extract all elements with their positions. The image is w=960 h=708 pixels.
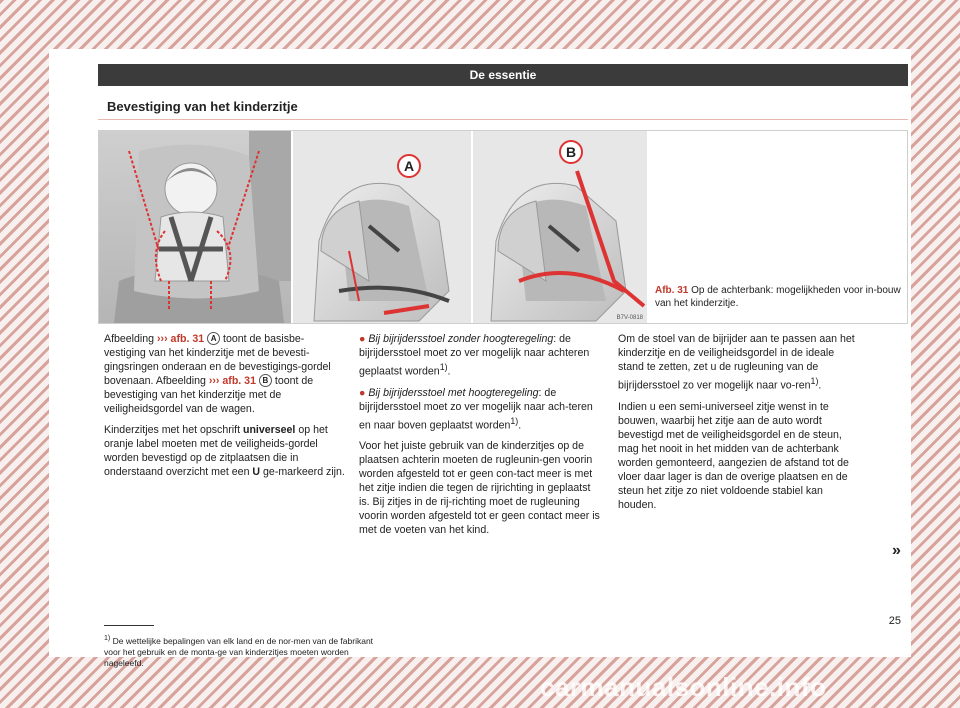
figure-link[interactable]: ››› afb. 31 <box>208 375 256 387</box>
panel-a-label: A <box>403 158 415 174</box>
paragraph: Indien u een semi-universeel zitje wenst in te bouwen, waarbij het zitje aan de auto wordt bevestigd met de veiligheidsgordel en de steun, mag het nooit in het midden van de achterbank worden gemonteerd, aangezien de afstand tot de vloer daar lager is dan de overige plaatsen en de steun het zitje zo niet voldoende stabiel kan houden. <box>618 400 849 511</box>
footnote: $^{1)}$ De wettelijke bepalingen van elk land en de nor-men van de fabrikant voor het gebruik en de monta-ge van kinderzitjes moeten worden nageleefd. <box>104 634 374 668</box>
caption-ref: Afb. 31 <box>655 285 689 296</box>
figure-link[interactable]: ››› afb. 31 <box>157 333 205 345</box>
page-number: 25 <box>888 615 901 627</box>
child-in-seat-image <box>99 131 291 323</box>
bullet-icon: ● <box>359 386 366 399</box>
text-column-1 <box>104 332 346 486</box>
caption-text: Op de achterbank: mogelijkheden voor in-bouw van het kinderzitje. <box>655 285 901 309</box>
child-seat-illustration <box>99 131 647 323</box>
manual-page <box>49 49 911 668</box>
paragraph: Om de stoel van de bijrijder aan te passen aan het kinderzitje en de veiligheidsgordel in de ideale stand te zetten, zet u de rugleuning van de bijrijdersstoel zo ver mogelijk naar vo-ren$^{1)}$. <box>618 333 855 392</box>
bullet-item: ● Bij bijrijdersstoel met hoogteregeling: de bijrijdersstoel moet zo ver mogelijk naar ach-teren en naar boven geplaatst worden$^{1)}$. <box>359 386 593 432</box>
bullet-icon: ● <box>359 333 366 345</box>
paragraph: Kinderzitjes met het opschrift universeel op het oranje label moeten met de veiligheids-gordel worden bevestigd op de zitplaatsen die in onderstaand overzicht met een U ge-markeerd zijn. <box>104 424 345 478</box>
footnote-divider <box>104 625 154 626</box>
continue-icon: » <box>892 542 901 559</box>
figure-31 <box>98 130 908 324</box>
title-divider <box>98 119 908 120</box>
marker-a: A <box>207 332 220 345</box>
figure-code: B7V-0818 <box>616 315 643 321</box>
chapter-header: De essentie <box>98 64 908 86</box>
marker-b: B <box>259 374 272 387</box>
text-column-3 <box>618 332 860 519</box>
panel-b-label: B <box>565 144 577 160</box>
paragraph: Voor het juiste gebruik van de kinderzitjes op de plaatsen achterin moeten de rugleunin-gen voorin worden afgesteld tot er geen con-tact meer is met het zitje indien die tegen de rijrichting in geplaatst is. Bij zitjes in de rij-richting moet de rugleuning voorin worden afgesteld tot er geen contact meer is met de voeten van het kind. <box>359 440 600 537</box>
figure-caption <box>655 284 905 310</box>
watermark: carmanualsonline.info <box>540 672 827 702</box>
section-title: Bevestiging van het kinderzitje <box>107 99 298 114</box>
bullet-item: ● Bij bijrijdersstoel zonder hoogteregeling: de bijrijdersstoel moet zo ver mogelijk naar achteren geplaatst worden$^{1)}$. <box>359 333 590 378</box>
panel-b-image <box>473 131 647 323</box>
paragraph: Afbeelding ››› afb. 31 A toont de basisbe-vestiging van het kinderzitje met de bevesti-gingsringen onderaan en de bevestigings-gordel bovenaan. Afbeelding ››› afb. 31 B toont de bevestiging van het kinderzitje met de veiligheidsgordel van de wagen. <box>104 333 331 415</box>
panel-a-image <box>293 131 471 323</box>
text-column-2 <box>359 332 601 544</box>
